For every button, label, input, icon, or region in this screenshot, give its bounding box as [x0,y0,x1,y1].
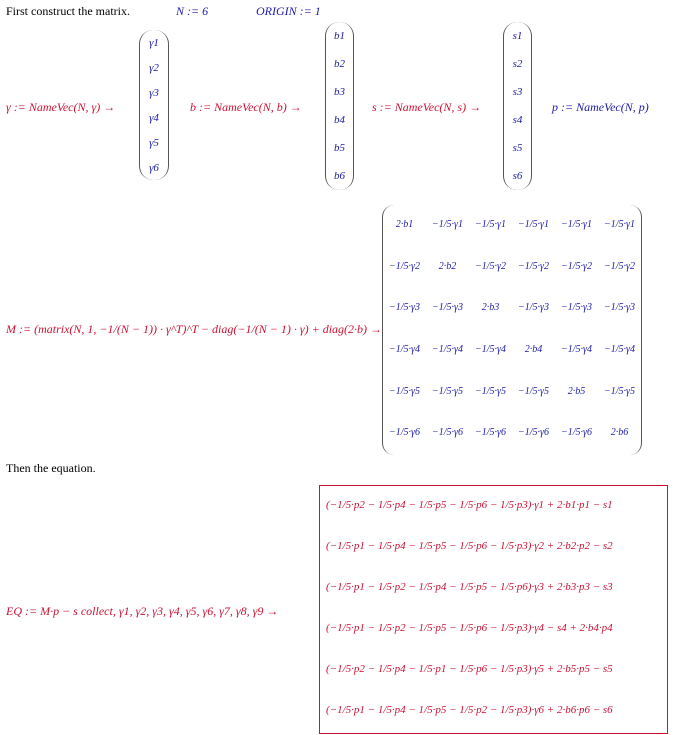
matrix-m-cell: −1/5·γ2 [604,260,635,272]
b-vector-item: b5 [334,142,345,154]
matrix-m-cell: −1/5·γ5 [604,385,635,397]
s-vector-item: s6 [512,170,523,182]
matrix-m-cell: −1/5·γ4 [475,343,506,355]
b-vector-item: b6 [334,170,345,182]
gamma-vector-item: γ5 [149,136,159,149]
s-vector-definition[interactable]: s := NameVec(N, s) → [372,100,482,114]
gamma-vector-result [139,30,169,180]
matrix-m-cell: −1/5·γ3 [389,302,420,314]
matrix-m-cell: −1/5·γ6 [561,427,592,439]
matrix-m-cell: −1/5·γ1 [475,218,506,230]
matrix-m-cell: −1/5·γ4 [561,343,592,355]
b-vector-item: b1 [334,30,345,42]
matrix-m-definition[interactable]: M := (matrix(N, 1, −1/(N − 1)) · γ^T)^T − diag(−1/(N − 1) · γ) + diag(2·b) → [6,322,383,336]
eq-definition[interactable]: EQ := M·p − s collect, γ1, γ2, γ3, γ4, γ5, γ6, γ7, γ8, γ9 → [6,604,279,618]
gamma-vector-item: γ4 [149,111,159,124]
matrix-m-cell: −1/5·γ5 [518,385,549,397]
matrix-m-cell: 2·b4 [524,343,543,355]
intro-heading: First construct the matrix. [6,4,130,18]
matrix-m-cell: −1/5·γ6 [389,427,420,439]
b-vector-result [325,22,354,190]
matrix-m-cell: −1/5·γ4 [389,343,420,355]
matrix-m-cell: −1/5·γ2 [475,260,506,272]
s-vector-item: s1 [512,30,523,42]
matrix-m-cell: 2·b5 [567,385,586,397]
matrix-m-cell: −1/5·γ2 [518,260,549,272]
matrix-m-cell: −1/5·γ3 [604,302,635,314]
gamma-vector-definition[interactable]: γ := NameVec(N, γ) → [6,100,116,114]
matrix-m-cell: −1/5·γ2 [389,260,420,272]
matrix-m-cell: −1/5·γ1 [518,218,549,230]
matrix-m-cell: −1/5·γ4 [604,343,635,355]
matrix-m-cell: −1/5·γ5 [432,385,463,397]
matrix-m-cell: −1/5·γ3 [518,302,549,314]
b-vector-item: b4 [334,114,345,126]
matrix-m-cell: −1/5·γ6 [432,427,463,439]
gamma-vector-item: γ3 [149,86,159,99]
eq-row: (−1/5·p1 − 1/5·p4 − 1/5·p5 − 1/5·p6 − 1/5·p3)·γ2 + 2·b2·p2 − s2 [326,539,613,552]
eq-row: (−1/5·p1 − 1/5·p2 − 1/5·p4 − 1/5·p5 − 1/5·p6)·γ3 + 2·b3·p3 − s3 [326,580,613,593]
eq-row: (−1/5·p2 − 1/5·p4 − 1/5·p1 − 1/5·p6 − 1/5·p3)·γ5 + 2·b5·p5 − s5 [326,663,613,676]
matrix-m-cell: −1/5·γ3 [561,302,592,314]
matrix-m-cell: −1/5·γ1 [561,218,592,230]
matrix-m-cell: 2·b2 [438,260,457,272]
gamma-vector-item: γ1 [149,36,159,49]
s-vector-item: s5 [512,142,523,154]
b-vector-item: b3 [334,86,345,98]
matrix-m-cell: 2·b3 [481,302,500,314]
s-vector-result [503,22,532,190]
gamma-vector-item: γ2 [149,61,159,74]
eq-row: (−1/5·p1 − 1/5·p2 − 1/5·p5 − 1/5·p6 − 1/5·p3)·γ4 − s4 + 2·b4·p4 [326,622,613,635]
s-vector-item: s4 [512,114,523,126]
matrix-m-cell: −1/5·γ1 [604,218,635,230]
matrix-m-cell: −1/5·γ6 [475,427,506,439]
b-vector-item: b2 [334,58,345,70]
equation-intro: Then the equation. [6,461,96,475]
matrix-m-cell: −1/5·γ2 [561,260,592,272]
gamma-vector-item: γ6 [149,161,159,174]
n-definition[interactable]: N := 6 [176,4,209,18]
matrix-m-cell: 2·b6 [610,427,629,439]
eq-result-matrix [319,485,668,734]
matrix-m-cell: −1/5·γ5 [475,385,506,397]
matrix-m-cell: −1/5·γ4 [432,343,463,355]
eq-row: (−1/5·p1 − 1/5·p4 − 1/5·p5 − 1/5·p2 − 1/5·p3)·γ6 + 2·b6·p6 − s6 [326,704,613,717]
matrix-m-result [382,205,642,455]
matrix-m-cell: −1/5·γ1 [432,218,463,230]
matrix-m-cell: −1/5·γ5 [389,385,420,397]
b-vector-definition[interactable]: b := NameVec(N, b) → [190,100,302,114]
matrix-m-cell: −1/5·γ3 [432,302,463,314]
eq-row: (−1/5·p2 − 1/5·p4 − 1/5·p5 − 1/5·p6 − 1/5·p3)·γ1 + 2·b1·p1 − s1 [326,498,613,511]
matrix-m-cell: −1/5·γ6 [518,427,549,439]
s-vector-item: s2 [512,58,523,70]
p-vector-definition[interactable]: p := NameVec(N, p) [552,100,649,114]
origin-definition[interactable]: ORIGIN := 1 [256,4,321,18]
matrix-m-cell: 2·b1 [395,218,414,230]
s-vector-item: s3 [512,86,523,98]
